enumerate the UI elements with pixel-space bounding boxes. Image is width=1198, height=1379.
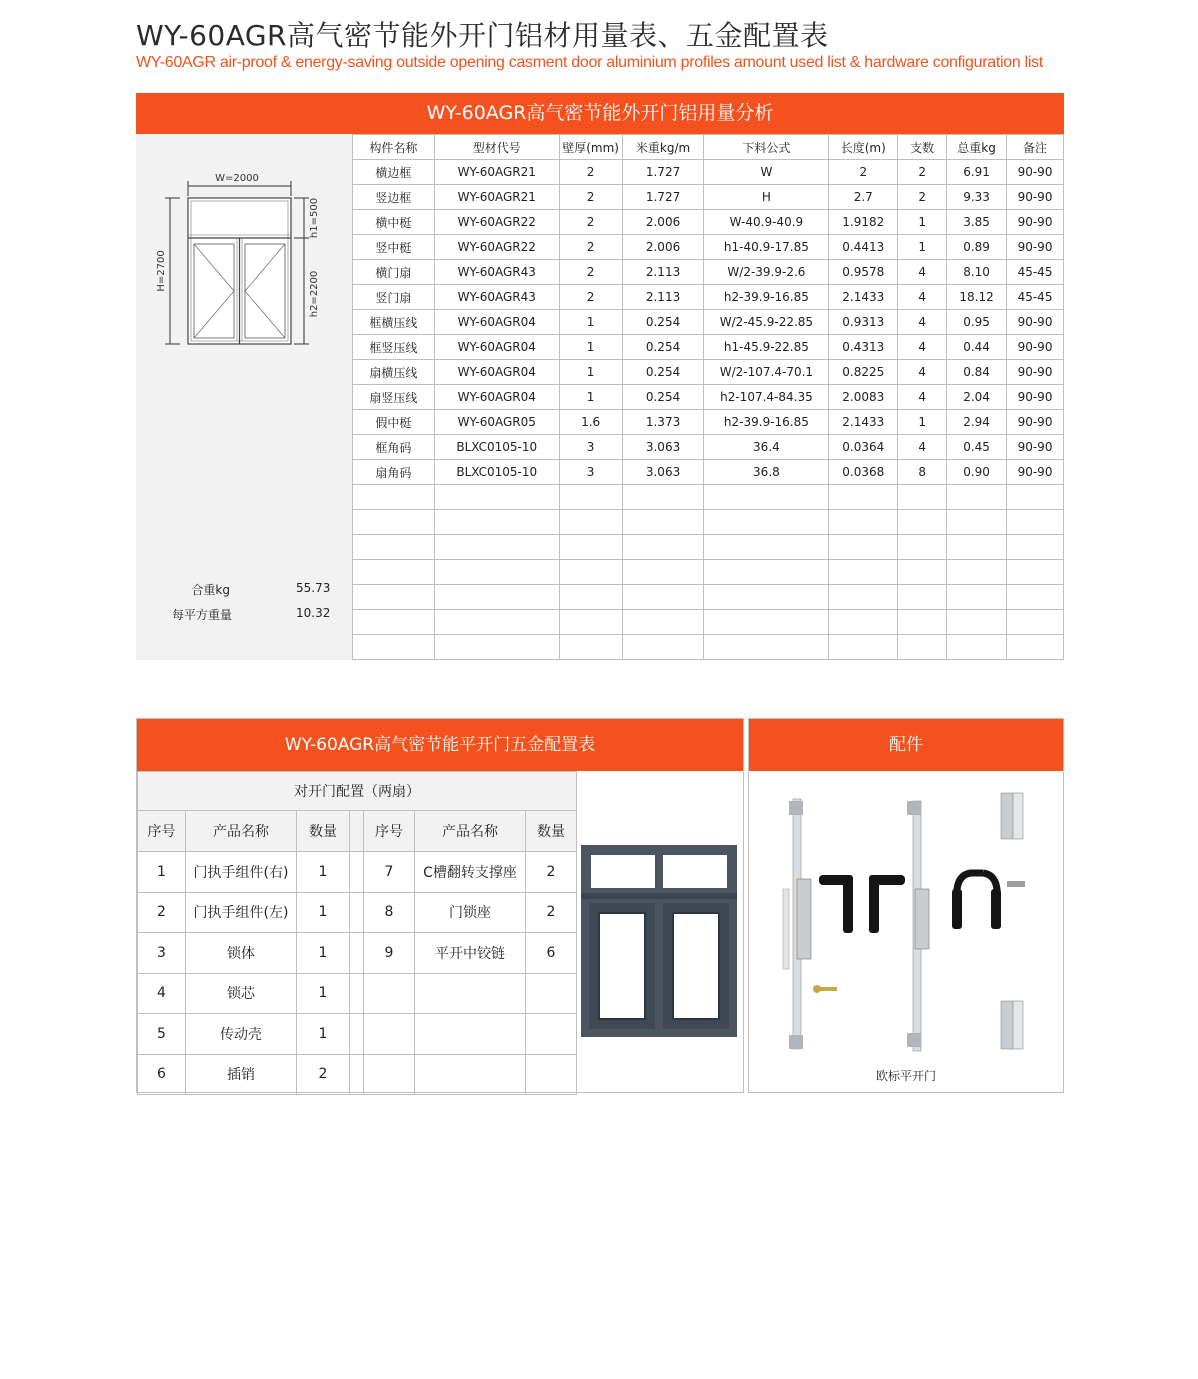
table-cell: 3 (559, 460, 622, 485)
table-cell: 3.85 (947, 210, 1007, 235)
table-cell: WY-60AGR43 (434, 285, 559, 310)
h2-label: h2=2200 (309, 270, 320, 318)
table-cell (829, 535, 898, 560)
table-cell: 2.113 (622, 260, 704, 285)
table-row (353, 210, 1064, 235)
table-cell: WY-60AGR04 (434, 385, 559, 410)
table-cell: 2 (559, 260, 622, 285)
table-cell (622, 610, 704, 635)
spacer-cell (350, 892, 364, 933)
table-cell: 1 (898, 410, 947, 435)
hardware-cell: 门执手组件(左) (186, 892, 297, 933)
table-row (353, 360, 1064, 385)
table-cell (898, 535, 947, 560)
table-cell: 2.1433 (829, 410, 898, 435)
hardware-parts-image (769, 789, 1049, 1064)
table-cell (829, 635, 898, 660)
table-cell (1007, 485, 1064, 510)
table-cell: WY-60AGR05 (434, 410, 559, 435)
table-cell: 横门扇 (353, 260, 435, 285)
table-cell: WY-60AGR04 (434, 360, 559, 385)
hardware-cell: 3 (138, 933, 186, 974)
table-cell: 0.254 (622, 385, 704, 410)
config-title: 对开门配置（两扇） (138, 772, 577, 811)
table-cell: 4 (898, 260, 947, 285)
table-cell: 2 (559, 210, 622, 235)
table-cell: H (704, 185, 829, 210)
table-cell: 0.8225 (829, 360, 898, 385)
table-cell (947, 560, 1007, 585)
col-name-right: 产品名称 (415, 811, 526, 852)
table-cell: 2.94 (947, 410, 1007, 435)
table-cell: 4 (898, 285, 947, 310)
col-index-right: 序号 (364, 811, 415, 852)
table-cell (704, 585, 829, 610)
table-cell (622, 560, 704, 585)
table-cell: 1.373 (622, 410, 704, 435)
table-cell (353, 585, 435, 610)
hardware-cell (415, 1014, 526, 1055)
table-cell: W-40.9-40.9 (704, 210, 829, 235)
table-cell: 90-90 (1007, 385, 1064, 410)
table-cell (434, 585, 559, 610)
hardware-cell: 8 (364, 892, 415, 933)
accessories-banner: 配件 (749, 719, 1063, 771)
table-row (353, 385, 1064, 410)
table-cell (559, 560, 622, 585)
table-cell: WY-60AGR21 (434, 185, 559, 210)
table-cell: 2 (559, 185, 622, 210)
table-cell (353, 535, 435, 560)
table-cell: 1.9182 (829, 210, 898, 235)
table-cell: BLXC0105-10 (434, 460, 559, 485)
table-cell (434, 510, 559, 535)
table-cell: 2 (559, 285, 622, 310)
hardware-cell (364, 973, 415, 1014)
table-cell (947, 535, 1007, 560)
table-cell: 2.7 (829, 185, 898, 210)
table-cell: 90-90 (1007, 410, 1064, 435)
table-cell: 2 (559, 160, 622, 185)
table-row (353, 160, 1064, 185)
hardware-cell: 插销 (186, 1054, 297, 1095)
hardware-cell: 1 (297, 933, 350, 974)
table-cell: 0.89 (947, 235, 1007, 260)
spacer-cell (350, 1014, 364, 1055)
table-cell: h2-39.9-16.85 (704, 410, 829, 435)
hardware-row (138, 852, 577, 893)
table-cell: 90-90 (1007, 335, 1064, 360)
hardware-cell: 1 (297, 852, 350, 893)
table-row (353, 635, 1064, 660)
table-cell: 90-90 (1007, 360, 1064, 385)
table-row (353, 460, 1064, 485)
table-cell (947, 510, 1007, 535)
hardware-cell: 2 (297, 1054, 350, 1095)
table-row (353, 335, 1064, 360)
table-cell: 1 (559, 385, 622, 410)
table-cell: 36.8 (704, 460, 829, 485)
table-cell: 1 (559, 310, 622, 335)
table-cell: WY-60AGR21 (434, 160, 559, 185)
table-cell (829, 585, 898, 610)
table-cell: 扇角码 (353, 460, 435, 485)
table-cell: 90-90 (1007, 160, 1064, 185)
hardware-cell: 6 (138, 1054, 186, 1095)
hardware-cell (364, 1014, 415, 1055)
table-cell: 4 (898, 310, 947, 335)
table-cell (434, 635, 559, 660)
table-cell (353, 610, 435, 635)
hardware-section (136, 718, 744, 1093)
hardware-cell: 2 (138, 892, 186, 933)
table-cell: h2-39.9-16.85 (704, 285, 829, 310)
table-row (353, 535, 1064, 560)
page-title: WY-60AGR高气密节能外开门铝材用量表、五金配置表 (136, 19, 829, 52)
table-cell: h2-107.4-84.35 (704, 385, 829, 410)
table-cell: 36.4 (704, 435, 829, 460)
table-cell (898, 510, 947, 535)
table-cell: h1-45.9-22.85 (704, 335, 829, 360)
table-cell (1007, 585, 1064, 610)
table-cell (947, 610, 1007, 635)
table-cell: 2.006 (622, 210, 704, 235)
table-cell: 0.254 (622, 310, 704, 335)
table-cell: 1 (898, 235, 947, 260)
total-weight-value: 55.73 (296, 581, 331, 595)
table-cell: 横边框 (353, 160, 435, 185)
hardware-cell: 9 (364, 933, 415, 974)
table-cell (1007, 535, 1064, 560)
table-row (353, 235, 1064, 260)
width-label: W=2000 (215, 173, 259, 184)
table-cell (898, 585, 947, 610)
table-cell: 框横压线 (353, 310, 435, 335)
hardware-cell: 1 (297, 892, 350, 933)
hardware-cell (526, 1054, 577, 1095)
table-cell (898, 610, 947, 635)
table-cell (559, 485, 622, 510)
table-cell: 0.95 (947, 310, 1007, 335)
table-cell: 90-90 (1007, 185, 1064, 210)
table-cell (622, 635, 704, 660)
table-cell: 4 (898, 335, 947, 360)
table-cell (829, 485, 898, 510)
table-cell (829, 510, 898, 535)
col-qty-right: 数量 (526, 811, 577, 852)
table-cell (622, 585, 704, 610)
table-cell: 3 (559, 435, 622, 460)
hardware-cell (364, 1054, 415, 1095)
hardware-table (137, 771, 577, 1095)
table-cell: 0.9578 (829, 260, 898, 285)
accessories-caption: 欧标平开门 (875, 1069, 936, 1083)
hardware-cell: 2 (526, 892, 577, 933)
hardware-cell: 1 (297, 1014, 350, 1055)
table-cell: 2.113 (622, 285, 704, 310)
table-cell (1007, 610, 1064, 635)
table-cell: WY-60AGR22 (434, 210, 559, 235)
table-cell: 框角码 (353, 435, 435, 460)
table-row (353, 410, 1064, 435)
table-row (353, 585, 1064, 610)
hardware-cell: 4 (138, 973, 186, 1014)
table-cell: 90-90 (1007, 210, 1064, 235)
table-cell (1007, 510, 1064, 535)
table-cell (434, 610, 559, 635)
table-cell: 扇竖压线 (353, 385, 435, 410)
table-cell: W (704, 160, 829, 185)
table-cell: 0.9313 (829, 310, 898, 335)
per-sqm-label: 每平方重量 (171, 608, 232, 622)
table-cell: W/2-39.9-2.6 (704, 260, 829, 285)
table-cell (1007, 560, 1064, 585)
table-cell (622, 485, 704, 510)
table-cell: 0.4313 (829, 335, 898, 360)
hardware-row (138, 1014, 577, 1055)
table-cell: 竖边框 (353, 185, 435, 210)
hardware-cell: 门执手组件(右) (186, 852, 297, 893)
hardware-row (138, 933, 577, 974)
hardware-cell: 6 (526, 933, 577, 974)
table-cell: BLXC0105-10 (434, 435, 559, 460)
column-header: 支数 (898, 135, 947, 160)
hardware-cell: 5 (138, 1014, 186, 1055)
column-header: 总重kg (947, 135, 1007, 160)
height-label: H=2700 (156, 250, 167, 292)
table-cell: 0.4413 (829, 235, 898, 260)
table-cell (898, 635, 947, 660)
table-cell (559, 585, 622, 610)
table-cell: 2.1433 (829, 285, 898, 310)
table-cell: 0.254 (622, 335, 704, 360)
table-cell: 框竖压线 (353, 335, 435, 360)
table-cell (947, 635, 1007, 660)
table-cell (559, 510, 622, 535)
drawing-panel (136, 134, 352, 660)
table-cell (704, 510, 829, 535)
table-cell: 1.727 (622, 185, 704, 210)
table-cell (947, 485, 1007, 510)
table-cell: 18.12 (947, 285, 1007, 310)
table-cell: 3.063 (622, 460, 704, 485)
table-cell: 4 (898, 385, 947, 410)
hardware-banner: WY-60AGR高气密节能平开门五金配置表 (137, 719, 743, 771)
table-cell: 90-90 (1007, 235, 1064, 260)
hardware-cell (526, 973, 577, 1014)
table-cell: 2 (898, 185, 947, 210)
table-row (353, 510, 1064, 535)
table-cell: 0.45 (947, 435, 1007, 460)
table-cell (353, 510, 435, 535)
hardware-cell: 7 (364, 852, 415, 893)
hardware-row (138, 1054, 577, 1095)
hardware-cell: 传动壳 (186, 1014, 297, 1055)
table-cell: 6.91 (947, 160, 1007, 185)
hardware-cell: 1 (297, 973, 350, 1014)
hardware-cell: 2 (526, 852, 577, 893)
hardware-cell: 锁体 (186, 933, 297, 974)
table-cell: 8.10 (947, 260, 1007, 285)
profiles-table (352, 134, 1064, 660)
table-cell: WY-60AGR22 (434, 235, 559, 260)
hardware-row (138, 973, 577, 1014)
table-cell (829, 560, 898, 585)
table-cell: 横中梃 (353, 210, 435, 235)
table-cell: W/2-45.9-22.85 (704, 310, 829, 335)
table-cell: 0.84 (947, 360, 1007, 385)
table-cell: WY-60AGR43 (434, 260, 559, 285)
table-cell: 竖中梃 (353, 235, 435, 260)
table-cell (559, 535, 622, 560)
table-cell: 2 (559, 235, 622, 260)
table-row (353, 260, 1064, 285)
table-cell: WY-60AGR04 (434, 335, 559, 360)
hardware-row (138, 892, 577, 933)
hardware-cell: 平开中铰链 (415, 933, 526, 974)
table-cell: 3.063 (622, 435, 704, 460)
column-header: 壁厚(mm) (559, 135, 622, 160)
table-cell: 0.0364 (829, 435, 898, 460)
col-index-left: 序号 (138, 811, 186, 852)
page-subtitle: WY-60AGR air-proof & energy-saving outside opening casment door aluminium profiles amount used list & hardware configuration list (136, 54, 1043, 71)
hardware-cell: 1 (138, 852, 186, 893)
accessories-section (748, 718, 1064, 1093)
table-cell: 竖门扇 (353, 285, 435, 310)
h1-label: h1=500 (309, 197, 320, 239)
table-cell (947, 585, 1007, 610)
column-header: 下料公式 (704, 135, 829, 160)
spacer-cell (350, 1054, 364, 1095)
table-row (353, 610, 1064, 635)
table-cell (559, 610, 622, 635)
hardware-cell (526, 1014, 577, 1055)
table-cell: 假中梃 (353, 410, 435, 435)
table-cell (622, 510, 704, 535)
column-header: 型材代号 (434, 135, 559, 160)
profiles-banner: WY-60AGR高气密节能外开门铝用量分析 (136, 93, 1064, 134)
table-cell: 9.33 (947, 185, 1007, 210)
hardware-cell: C槽翻转支撑座 (415, 852, 526, 893)
table-cell: 1.727 (622, 160, 704, 185)
table-cell (704, 535, 829, 560)
col-qty-left: 数量 (297, 811, 350, 852)
spacer-cell (350, 933, 364, 974)
table-cell: 4 (898, 360, 947, 385)
table-cell: 0.254 (622, 360, 704, 385)
hardware-cell: 门锁座 (415, 892, 526, 933)
table-cell: 1 (559, 360, 622, 385)
table-cell (353, 635, 435, 660)
table-cell: 1.6 (559, 410, 622, 435)
door-frame-image (577, 845, 741, 1037)
table-cell: h1-40.9-17.85 (704, 235, 829, 260)
table-cell: 扇横压线 (353, 360, 435, 385)
table-cell: 45-45 (1007, 285, 1064, 310)
column-header: 长度(m) (829, 135, 898, 160)
table-cell (353, 485, 435, 510)
table-cell: 2.04 (947, 385, 1007, 410)
table-cell (704, 485, 829, 510)
table-cell (559, 635, 622, 660)
table-row (353, 285, 1064, 310)
table-cell (434, 485, 559, 510)
table-cell (1007, 635, 1064, 660)
table-cell: 90-90 (1007, 460, 1064, 485)
column-header: 构件名称 (353, 135, 435, 160)
table-row (353, 435, 1064, 460)
hardware-cell (415, 1054, 526, 1095)
table-cell: 90-90 (1007, 435, 1064, 460)
table-cell: 45-45 (1007, 260, 1064, 285)
table-cell (829, 610, 898, 635)
table-cell: 2 (829, 160, 898, 185)
table-cell: 2.006 (622, 235, 704, 260)
hardware-cell (415, 973, 526, 1014)
table-cell: 8 (898, 460, 947, 485)
table-cell (434, 535, 559, 560)
col-name-left: 产品名称 (186, 811, 297, 852)
table-cell: W/2-107.4-70.1 (704, 360, 829, 385)
table-row (353, 485, 1064, 510)
table-row (353, 560, 1064, 585)
table-cell: 2 (898, 160, 947, 185)
table-cell: 4 (898, 435, 947, 460)
table-cell: 0.0368 (829, 460, 898, 485)
spacer-cell (350, 973, 364, 1014)
table-cell (898, 485, 947, 510)
table-row (353, 310, 1064, 335)
table-cell: 2.0083 (829, 385, 898, 410)
table-cell: 0.90 (947, 460, 1007, 485)
table-cell: 1 (898, 210, 947, 235)
per-sqm-value: 10.32 (296, 606, 331, 620)
table-cell (353, 560, 435, 585)
table-cell (704, 610, 829, 635)
table-cell: 90-90 (1007, 310, 1064, 335)
table-cell: 0.44 (947, 335, 1007, 360)
table-cell (898, 560, 947, 585)
table-cell: WY-60AGR04 (434, 310, 559, 335)
column-header: 米重kg/m (622, 135, 704, 160)
table-cell (434, 560, 559, 585)
column-header: 备注 (1007, 135, 1064, 160)
table-cell (704, 560, 829, 585)
table-cell: 1 (559, 335, 622, 360)
table-row (353, 185, 1064, 210)
table-cell (704, 635, 829, 660)
profiles-section (136, 93, 1064, 660)
total-weight-label: 合重kg (191, 583, 230, 597)
table-cell (622, 535, 704, 560)
hardware-cell: 锁芯 (186, 973, 297, 1014)
spacer-cell (350, 852, 364, 893)
